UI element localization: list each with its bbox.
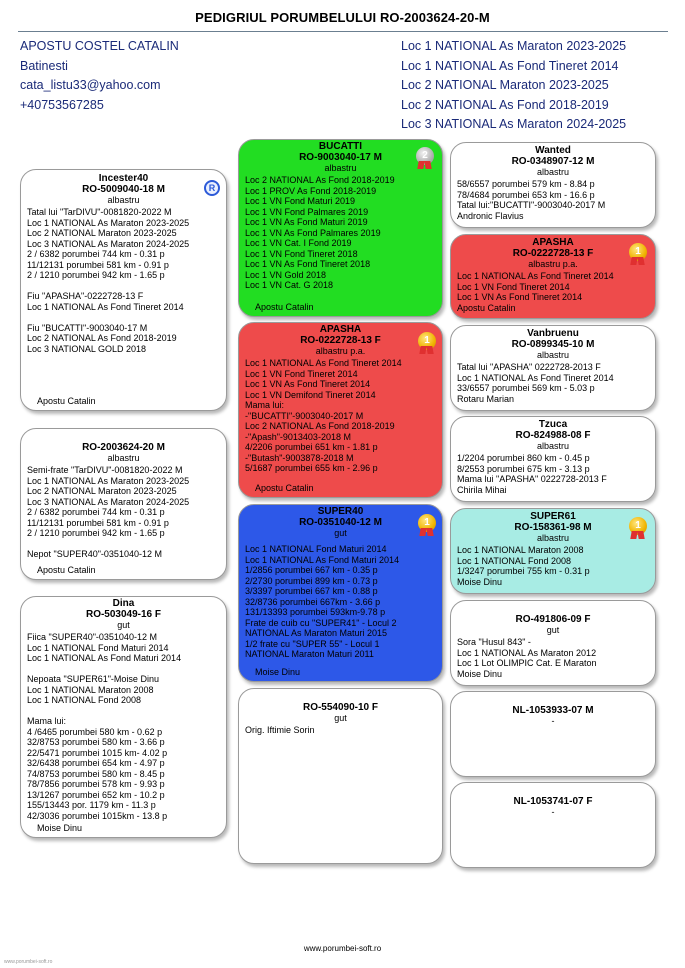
card-line: Loc 1 VN Gold 2018 [245,269,327,280]
card-line: Loc 1 VN Fond Tineret 2014 [457,281,570,292]
card-line: 11/12131 porumbei 581 km - 0.91 p [27,517,169,528]
card-line: Sora "Husul 843" - [457,637,531,647]
pigeon-color: albastru p.a. [528,259,578,269]
card-line: Mama lui "APASHA" 0222728-2013 F [457,474,607,484]
card-line: Frate de cuib cu "SUPER41" - Locul 2 [245,617,397,628]
pigeon-color: albastru [536,441,570,451]
card-line: 22/5471 porumbei 1015 km- 4.02 p [27,747,168,758]
card-owner: Moise Dinu [457,576,503,587]
card-line: Loc 1 NATIONAL As Fond Tineret 2014 [457,271,614,281]
pigeon-color: albastru [536,167,570,177]
page-title: PEDIGRIUL PORUMBELULUI RO-2003624-20-M [195,10,490,25]
card-line: Loc 3 NATIONAL GOLD 2018 [27,343,147,354]
card-line: 32/8736 porumbei 667km - 3.66 p [245,596,381,607]
pedigree-card-granddam-1[interactable] [238,322,443,498]
card-body [21,630,226,821]
card-owner: Apostu Catalin [457,302,516,313]
card-owner: Apostu Catalin [255,483,314,493]
card-line: 78/4684 porumbei 653 km - 16.6 p [457,189,595,200]
card-line: 2 / 1210 porumbei 942 km - 1.65 p [27,270,165,280]
corner-watermark: www.porumbei-soft.ro [4,959,53,965]
result-item: Loc 1 NATIONAL As Maraton 2023-2025 [401,39,627,53]
card-line: Loc 1 PROV As Fond 2018-2019 [245,185,377,196]
card-line: Mama lui: [245,400,285,410]
pigeon-ring: NL-1053741-07 F [513,796,593,807]
card-line: 78/7856 porumbei 578 km - 9.93 p [27,779,165,789]
card-line: -"BUCATTI"-9003040-2017 M [245,410,364,421]
card-body [21,205,226,354]
card-line: -"Apash"-9013403-2018 M [245,431,351,442]
breeder-name: APOSTU COSTEL CATALIN [20,39,179,53]
card-line [27,706,221,717]
pigeon-ring: RO-2003624-20 M [82,442,165,453]
gold-medal-icon: 1 [629,517,647,535]
card-owner: Moise Dinu [457,668,503,679]
card-line: Loc 1 NATIONAL As Maraton 2023-2025 [27,217,190,228]
card-body [451,360,655,394]
card-line: Tatal lui "APASHA" 0222728-2013 F [457,362,601,372]
card-line: 4/2206 porumbei 651 km - 1.81 p [245,442,378,452]
results-list [401,37,626,135]
card-line: Tatal lui:"BUCATTI"-9003040-2017 M [457,200,606,210]
card-line: -"Butash"-9003878-2018 M [245,452,354,463]
title-divider [18,31,668,32]
pigeon-name: APASHA [319,324,362,335]
card-owner: Apostu Catalin [255,302,314,312]
card-line: Loc 1 NATIONAL Fond 2008 [27,695,142,705]
card-body [451,177,655,211]
pigeon-ring: RO-158361-98 M [514,522,592,533]
card-line: 2/2730 porumbei 899 km - 0.73 p [245,575,378,586]
card-body [239,173,442,291]
card-line: Loc 1 NATIONAL Fond 2008 [457,555,572,566]
pigeon-color: albastru [107,195,140,205]
pigeon-name: Dina [112,598,135,609]
card-line: Loc 1 NATIONAL As Fond Maturi 2014 [245,554,400,565]
footer-link[interactable]: www.porumbei-soft.ro [303,944,382,953]
card-line: 155/13443 por. 1179 km - 11.3 p [27,800,156,810]
card-line: Loc 1 VN As Fond Tineret 2018 [245,259,371,269]
pedigree-card-granddam-2[interactable] [238,688,443,864]
card-line: Loc 2 NATIONAL As Fond 2018-2019 [245,421,395,431]
card-body [451,269,655,303]
card-line [27,312,221,323]
card-owner: Moise Dinu [37,823,83,833]
pedigree-card-gg-2[interactable] [450,234,656,319]
card-line: Loc 1 VN Cat. I Fond 2019 [245,238,352,248]
card-line: 2 / 6382 porumbei 744 km - 0.31 p [27,507,165,517]
card-line: Loc 1 VN As Fond Tineret 2014 [245,379,371,389]
pigeon-name: Vanbruenu [527,328,579,339]
pigeon-name: Incester40 [98,173,149,184]
card-owner: Moise Dinu [255,667,301,677]
pedigree-card-gg-6[interactable] [450,600,656,686]
card-body [451,543,655,577]
card-line: Loc 1 NATIONAL As Fond Tineret 2014 [457,372,614,383]
card-owner: Apostu Catalin [37,565,96,575]
card-owner: Rotaru Marian [457,393,515,404]
result-item: Loc 2 NATIONAL As Fond 2018-2019 [401,97,609,112]
card-line: 8/2553 porumbei 675 km - 3.13 p [457,463,590,474]
card-owner: Chirila Mihai [457,484,507,495]
card-line: Mama lui: [27,716,67,726]
pigeon-ring: RO-0351040-12 M [299,517,382,528]
registered-icon: R [204,180,220,196]
pedigree-card-gg-8[interactable] [450,782,656,868]
card-line: Loc 2 NATIONAL Maraton 2023-2025 [27,228,177,238]
pedigree-card-sire[interactable] [20,169,227,411]
silver-medal-icon: 2 [416,147,434,165]
pigeon-ring: RO-503049-16 F [85,609,162,620]
card-line: 1/2 frate cu "SUPER 55" - Locul 1 [245,638,380,649]
pigeon-ring: RO-824988-08 F [515,430,591,441]
card-line: 13/1267 porumbei 652 km - 10.2 p [27,789,165,800]
pedigree-card-gg-5[interactable] [450,508,656,594]
pigeon-ring: RO-554090-10 F [302,702,379,713]
card-line [27,664,221,675]
card-line: Loc 1 NATIONAL As Maraton 2023-2025 [27,475,190,486]
card-body [239,723,442,736]
card-line: 3/3397 porumbei 667 km - 0.88 p [245,586,378,596]
card-line: Loc 1 VN As Fond Palmares 2019 [245,227,381,238]
card-line: 131/13393 porumbei 593km-9.78 p [245,607,386,617]
card-line: Loc 1 VN Cat. G 2018 [245,280,334,290]
breeder-email[interactable]: cata_listu33@yahoo.com [20,78,161,93]
card-line: Loc 1 VN Fond Maturi 2019 [245,196,356,206]
card-line: NATIONAL Maraton Maturi 2011 [245,649,374,659]
pigeon-name: SUPER61 [530,511,576,522]
card-line: NATIONAL As Maraton Maturi 2015 [245,628,388,638]
pedigree-card-grandsire-1[interactable] [238,139,443,317]
card-line [27,539,221,550]
pigeon-color: albastru [107,453,140,463]
card-line: Loc 1 NATIONAL Fond Maturi 2014 [27,642,169,653]
pigeon-color: gut [334,713,347,723]
card-line [27,281,221,292]
pigeon-ring: RO-5009040-18 M [82,184,165,195]
pigeon-color: albastru p.a. [315,346,366,356]
result-item: Loc 3 NATIONAL As Maraton 2024-2025 [401,117,627,132]
card-line: Loc 2 NATIONAL Maraton 2023-2025 [27,486,177,496]
pigeon-name: APASHA [532,237,574,248]
card-line: Nepot "SUPER40"-0351040-12 M [27,549,162,559]
pigeon-ring: RO-9003040-17 M [299,152,382,163]
pedigree-card-grandsire-2[interactable] [238,504,443,682]
pedigree-card-gg-3[interactable] [450,325,656,411]
card-line: Loc 1 NATIONAL Fond Maturi 2014 [245,544,387,554]
pedigree-card-dam[interactable] [20,596,227,838]
pigeon-color: - [551,807,555,817]
card-line: Loc 2 NATIONAL As Fond 2018-2019 [245,175,395,185]
card-line: Orig. Iftimie Sorin [245,725,315,735]
card-body [21,463,226,560]
gold-medal-icon: 1 [418,514,436,532]
pedigree-card-gg-4[interactable] [450,416,656,502]
card-line: Loc 3 NATIONAL As Maraton 2024-2025 [27,496,190,507]
card-body [239,538,442,660]
card-line: 5/1687 porumbei 655 km - 2.96 p [245,463,378,473]
pigeon-ring: NL-1053933-07 M [512,705,594,716]
card-line: 2 / 1210 porumbei 942 km - 1.65 p [27,528,165,538]
pigeon-color: gut [117,620,130,630]
card-line: 1/3247 porumbei 755 km - 0.31 p [457,566,590,576]
pigeon-color: albastru [536,350,570,360]
card-body [451,635,655,669]
card-line: Loc 1 VN Fond Palmares 2019 [245,206,369,217]
card-line: Loc 1 NATIONAL As Maraton 2012 [457,647,597,658]
card-line: 32/6438 porumbei 654 km - 4.97 p [27,758,165,768]
pigeon-name: SUPER40 [317,506,364,517]
card-line: Loc 1 NATIONAL Maraton 2008 [27,684,154,695]
card-owner: Andronic Flavius [457,210,524,221]
card-line: 74/8753 porumbei 580 km - 8.45 p [27,768,165,779]
pigeon-color: albastru [536,533,570,543]
card-line: Loc 1 NATIONAL As Fond Tineret 2014 [245,358,402,368]
card-line: 4 /6465 porumbei 580 km - 0.62 p [27,726,163,737]
pigeon-ring: RO-0348907-12 M [511,156,595,167]
card-line: Loc 1 NATIONAL Maraton 2008 [457,545,584,555]
card-line: Semi-frate "TarDIVU"-0081820-2022 M [27,465,183,475]
card-line: 33/6557 porumbei 569 km - 5.03 p [457,383,595,393]
pigeon-name: Tzuca [538,419,568,430]
card-line: Fiica "SUPER40"-0351040-12 M [27,632,157,642]
breeder-info [20,37,179,115]
card-line: 32/8753 porumbei 580 km - 3.66 p [27,737,165,747]
card-line: Loc 1 Lot OLIMPIC Cat. E Maraton [457,658,597,668]
pedigree-card-subject[interactable] [20,428,227,580]
card-line: Loc 1 VN Fond Tineret 2018 [245,248,358,259]
card-line: Loc 1 NATIONAL As Fond Maturi 2014 [27,653,182,663]
gold-medal-icon: 1 [629,243,647,261]
card-line: Fiu "BUCATTI"-9003040-17 M [27,322,148,333]
card-line: 1/2856 porumbei 667 km - 0.35 p [245,565,378,575]
card-line: Loc 1 VN Fond Tineret 2014 [245,368,358,379]
breeder-phone: +40753567285 [20,97,104,112]
pigeon-ring: RO-0222728-13 F [300,335,381,346]
pedigree-card-gg-1[interactable] [450,142,656,228]
card-line: 58/6557 porumbei 579 km - 8.84 p [457,179,595,189]
pigeon-name: Wanted [535,145,571,156]
breeder-city: Batinesti [20,58,68,73]
gold-medal-icon: 1 [418,332,436,350]
pigeon-color: gut [334,528,347,538]
card-line: Loc 2 NATIONAL As Fond 2018-2019 [27,333,177,343]
pigeon-ring: RO-0222728-13 F [512,248,594,259]
card-body [451,451,655,485]
pigeon-ring: RO-0899345-10 M [511,339,595,350]
card-line: 11/12131 porumbei 581 km - 0.91 p [27,259,169,270]
result-item: Loc 2 NATIONAL Maraton 2023-2025 [401,78,609,93]
card-owner: Apostu Catalin [37,396,96,406]
pigeon-color: - [551,716,555,726]
pigeon-color: gut [546,625,560,635]
card-line: 2 / 6382 porumbei 744 km - 0.31 p [27,249,165,259]
card-line: Nepoata "SUPER61"-Moise Dinu [27,674,159,684]
result-item: Loc 1 NATIONAL As Fond Tineret 2014 [401,58,619,73]
card-line: 42/3036 porumbei 1015km - 13.8 p [27,810,168,821]
card-line: 1/2204 porumbei 860 km - 0.45 p [457,453,590,463]
pigeon-color: albastru [324,163,357,173]
pedigree-card-gg-7[interactable] [450,691,656,777]
card-body [239,356,442,474]
pigeon-ring: RO-491806-09 F [515,614,591,625]
card-line: Fiu "APASHA"-0222728-13 F [27,291,144,301]
card-line: Loc 1 VN As Fond Maturi 2019 [245,217,368,227]
card-line: Loc 3 NATIONAL As Maraton 2024-2025 [27,238,190,249]
card-line: Loc 1 VN As Fond Tineret 2014 [457,292,583,302]
card-line: Loc 1 NATIONAL As Fond Tineret 2014 [27,301,184,312]
pigeon-name: BUCATTI [318,141,363,152]
card-line: Loc 1 VN Demifond Tineret 2014 [245,389,376,400]
card-line: Tatal lui "TarDIVU"-0081820-2022 M [27,207,172,217]
